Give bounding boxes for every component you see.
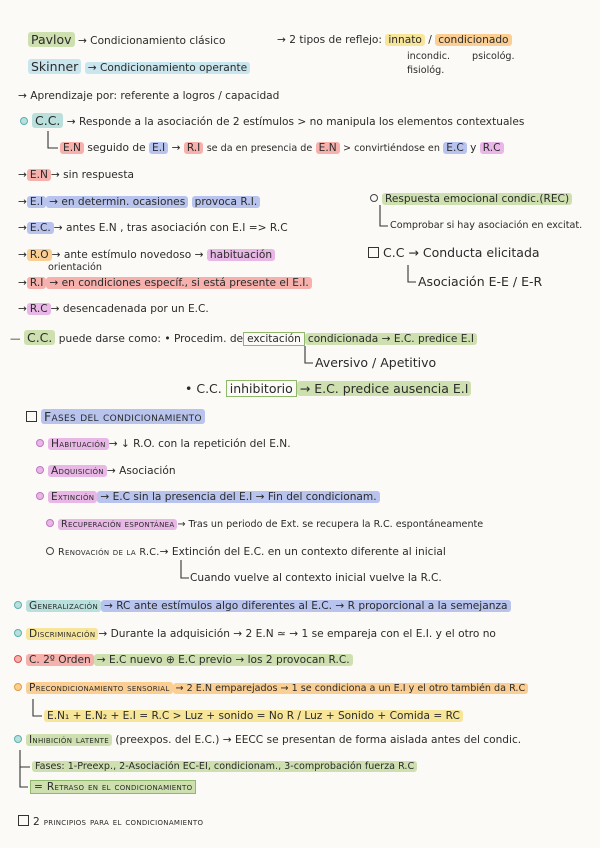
renovacion-text: → Extinción del E.C. en un contexto diferente al inicial [159, 546, 446, 558]
bullet-dot [36, 492, 44, 500]
ei-def [18, 195, 260, 209]
arrow: → [18, 277, 27, 289]
adquisicion-text: → Asociación [106, 465, 176, 477]
connector-renovacion [181, 560, 189, 578]
fisiolog: fisiológ. [407, 65, 445, 76]
retraso-line [30, 780, 196, 794]
connector-cc-en [48, 131, 58, 148]
en-def [18, 168, 134, 182]
en-tag: E.N [60, 142, 84, 154]
dash: — [10, 333, 21, 345]
bullet-dot [14, 683, 22, 691]
adquisicion-label: Adquisición [48, 465, 107, 477]
cc-tag: C.C. [24, 330, 55, 345]
renovacion-line [46, 545, 446, 560]
principios-line [18, 815, 203, 829]
bullet-dot [370, 194, 378, 202]
pavlov-label: Pavlov [28, 32, 75, 47]
aversivo: Aversivo / Apetitivo [315, 355, 437, 370]
ri-def-tag: R.I [27, 277, 46, 289]
cond-clasico: → Condicionamiento clásico [77, 35, 226, 47]
seguido-text: seguido de [87, 142, 146, 154]
habituacion-line [36, 437, 291, 451]
inhibicion-text: (preexpos. del E.C.) → EECC se presentan de forma aislada antes del condic. [115, 734, 522, 746]
precond-text: → 2 E.N emparejados → 1 se condiciona a un E.I y el otro también da R.C [173, 683, 529, 694]
discriminacion-text: → Durante la adquisición → 2 E.N ≃ → 1 se empareja con el E.I. y el otro no [98, 628, 496, 640]
cc-inhib-label: • C.C. [185, 381, 222, 396]
connector-excitacion [305, 346, 313, 363]
excitacion-text: condicionada → E.C. predice E.I [305, 333, 477, 345]
ri-def-text: → en condiciones específ., si está presente el E.I. [46, 277, 311, 289]
extincion-line [36, 490, 380, 504]
aprendizaje-line: → Aprendizaje por: referente a logros / capacidad [18, 90, 280, 102]
arrow: → [18, 222, 27, 234]
rc-tag: R.C [480, 142, 504, 154]
adquisicion-line [36, 464, 176, 478]
asociacion-ee: Asociación E-E / E-R [418, 274, 543, 289]
principios-text: 2 principios para el condicionamiento [33, 816, 204, 828]
inhibicion-fases [32, 760, 417, 774]
rec-sub: Comprobar si hay asociación en excitat. [390, 220, 583, 231]
rc-def-text: → desencadenada por un E.C. [50, 303, 209, 315]
en-def-tag: E.N [27, 169, 51, 181]
cc-label: C.C. [32, 113, 63, 128]
bullet-dot [14, 629, 22, 637]
en-def-text: → sin respuesta [50, 169, 134, 181]
generalizacion-label: Generalización [26, 600, 101, 612]
y-text: y [470, 142, 477, 154]
bullet-dot [46, 519, 54, 527]
bullet-dot [36, 466, 44, 474]
discriminacion-line [14, 627, 496, 641]
psicolog: psicológ. [472, 51, 515, 62]
fases-title-text: Fases del condicionamiento [41, 409, 205, 424]
precond-label: Precondicionamiento sensorial [26, 682, 173, 694]
ri-def [18, 276, 312, 290]
cc-line [20, 114, 524, 129]
recuperacion-label: Recuperación espontánea [58, 519, 177, 530]
arrow: → [18, 249, 27, 261]
extincion-text: → E.C sin la presencia del E.I → Fin del condicionam. [97, 491, 379, 503]
habituacion-label: Habituación [48, 438, 109, 450]
inhib-text: → E.C. predice ausencia E.I [297, 381, 472, 396]
reflejo-text: → 2 tipos de reflejo: [277, 34, 382, 46]
inhibicion-fases-text: Fases: 1-Preexp., 2-Asociación EC-EI, condicionam., 3-comprobación fuerza R.C [32, 761, 417, 772]
ri-tag: R.I [184, 142, 203, 154]
recuperacion-line [46, 518, 483, 532]
ei-tag: E.I [149, 142, 168, 154]
slash: / [428, 34, 432, 46]
ec-def-tag: E.C. [27, 222, 54, 234]
connector-retraso [20, 767, 28, 787]
segundo-orden-label: C. 2º Orden [26, 654, 94, 666]
condicionado: condicionado [435, 34, 511, 46]
connector-rec [380, 205, 388, 226]
ro-def [18, 248, 275, 262]
precond-ejemplo-text: E.N₁ + E.N₂ + E.I = R.C > Luz + sonido = No R / Luz + Sonido + Comida = RC [44, 710, 463, 722]
bullet-dot [14, 655, 22, 663]
arrow: → [18, 169, 27, 181]
ro-text: → ante estímulo novedoso → [51, 249, 204, 261]
square-bullet [18, 815, 29, 826]
ec-def-text: → antes E.N , tras asociación con E.I => R.C [53, 222, 288, 234]
discriminacion-label: Discriminación [26, 628, 98, 640]
innato: innato [385, 34, 425, 46]
retraso-box: = Retraso en el condicionamiento [30, 780, 196, 794]
en-tag-2: E.N [316, 142, 340, 154]
reflejo-line [277, 33, 512, 47]
bullet-dot [20, 117, 28, 125]
rec-label: Respuesta emocional condic.(REC) [382, 193, 572, 205]
generalizacion-text: → RC ante estímulos algo diferentes al E.C. → R proporcional a la semejanza [101, 600, 511, 612]
orientacion: orientación [48, 262, 102, 273]
ec-tag: E.C [443, 142, 466, 154]
cc-desc: → Responde a la asociación de 2 estímulos > no manipula los elementos contextuales [66, 116, 525, 128]
precond-ejemplo [44, 709, 463, 723]
arrow: → [18, 303, 27, 315]
incondic: incondic. [407, 51, 451, 62]
bullet-dot [36, 439, 44, 447]
square-bullet [368, 247, 379, 258]
square-bullet [26, 411, 37, 422]
bullet-dot [14, 735, 22, 743]
habituacion-tag: habituación [207, 249, 275, 261]
cond-operante: → Condicionamiento operante [85, 62, 250, 74]
rec-line [370, 192, 572, 206]
cc-conducta [368, 246, 540, 260]
convirtiendose-text: > convirtiéndose en [343, 143, 440, 154]
rc-def-tag: R.C [27, 303, 51, 315]
connector-precond [33, 699, 42, 716]
arrow: → [18, 196, 27, 208]
skinner-label: Skinner [28, 59, 81, 74]
segundo-orden-line [14, 653, 353, 667]
recuperacion-text: → Tras un periodo de Ext. se recupera la R.C. espontáneamente [177, 519, 484, 530]
inhibicion-line [14, 733, 521, 747]
segundo-orden-text: → E.C nuevo ⊕ E.C previo → los 2 provocan R.C. [94, 654, 353, 666]
precond-line [14, 681, 528, 696]
pavlov-line [28, 33, 225, 48]
puede-text: puede darse como: • Procedim. de [58, 333, 244, 345]
fases-title [26, 410, 205, 424]
ei-def-text-2: provoca R.I. [192, 196, 261, 208]
bullet-dot [14, 601, 22, 609]
cc-inhibitorio [185, 382, 471, 396]
ei-def-text: → en determin. ocasiones [46, 196, 188, 208]
arrow: → [171, 142, 181, 154]
inhibicion-label: Inhibición latente [26, 734, 112, 746]
extincion-label: Extinción [48, 491, 97, 503]
renovacion-label: Renovación de la R.C. [58, 547, 160, 558]
connector-cc-asociacion [408, 265, 416, 282]
excitacion-box: excitación [243, 332, 305, 346]
bullet-dot [46, 547, 54, 555]
generalizacion-line [14, 599, 511, 613]
inhibitorio-box: inhibitorio [226, 380, 297, 397]
ro-tag: R.O [27, 249, 52, 261]
skinner-line [28, 60, 250, 75]
en-line [60, 141, 504, 156]
ei-def-tag: E.I [27, 196, 46, 208]
connector-inhib [20, 750, 30, 767]
ec-def [18, 221, 288, 235]
cc-puede [10, 331, 477, 346]
rc-def [18, 302, 209, 316]
habituacion-text: → ↓ R.O. con la repetición del E.N. [108, 438, 291, 450]
cc-conducta-text: C.C → Conducta elicitada [383, 245, 540, 260]
presencia-text: se da en presencia de [206, 143, 313, 154]
renovacion-sub: Cuando vuelve al contexto inicial vuelve la R.C. [190, 572, 442, 584]
